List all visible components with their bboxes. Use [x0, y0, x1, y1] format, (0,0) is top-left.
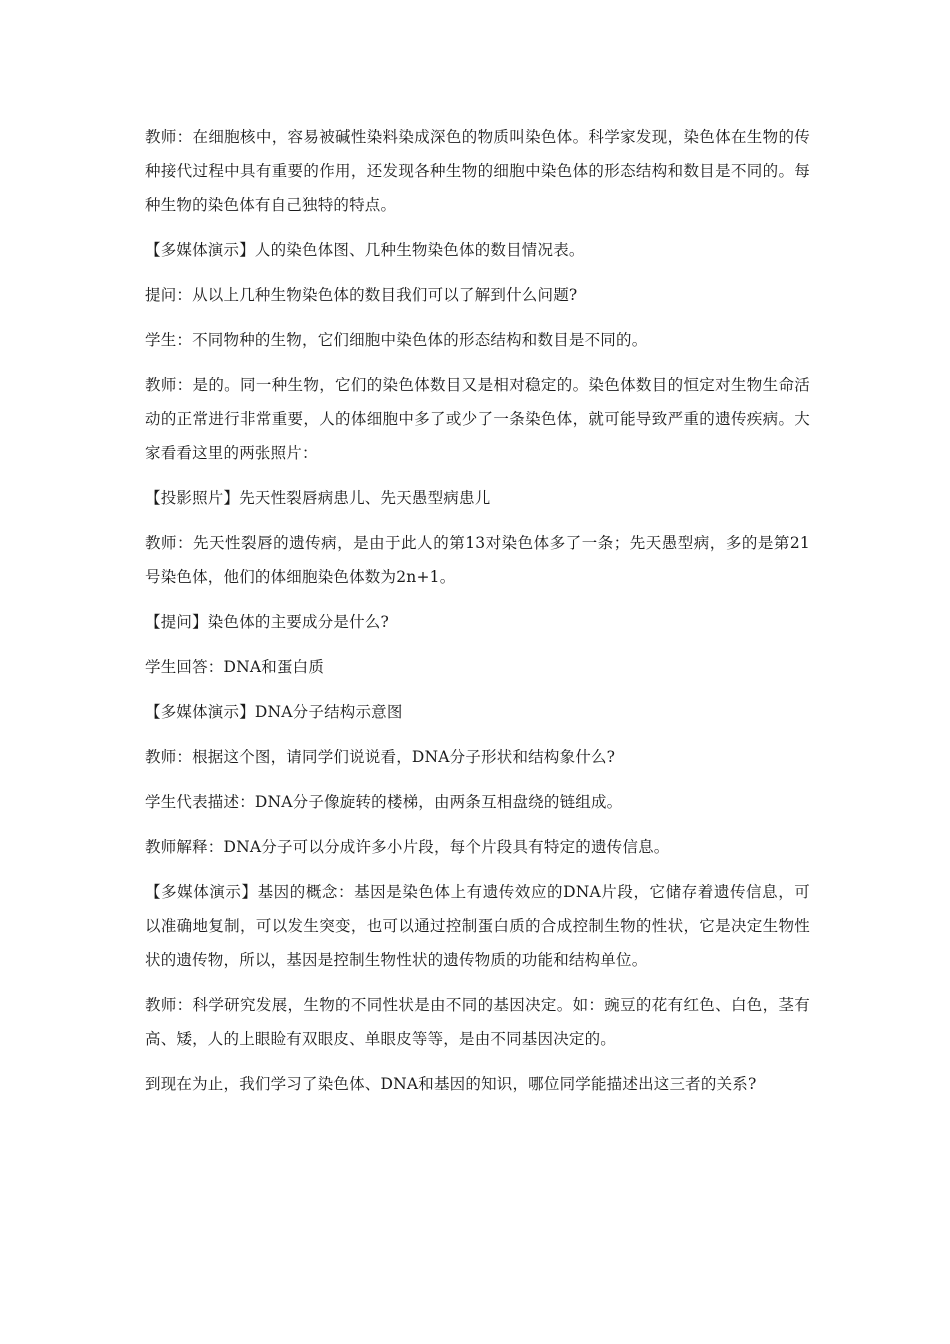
paragraph-teacher-chromosome-intro: 教师：在细胞核中，容易被碱性染料染成深色的物质叫染色体。科学家发现，染色体在生物的传种接代过程中具有重要的作用，还发现各种生物的细胞中染色体的形态结构和数目是不同的。每种生物的染色体有自己独特的特点。	[145, 128, 810, 214]
paragraph-multimedia-dna-structure: 【多媒体演示】DNA分子结构示意图	[145, 703, 403, 721]
paragraph-projection-photos: 【投影照片】先天性裂唇病患儿、先天愚型病患儿	[145, 489, 491, 507]
paragraph-summary-question: 到现在为止，我们学习了染色体、DNA和基因的知识，哪位同学能描述出这三者的关系?	[145, 1075, 757, 1093]
paragraph-multimedia-gene-concept: 【多媒体演示】基因的概念：基因是染色体上有遗传效应的DNA片段，它储存着遗传信息，可以准确地复制，可以发生突变，也可以通过控制蛋白质的合成控制生物的性状，它是决定生物性状的遗传物，所以，基因是控制生物性状的遗传物质的功能和结构单位。	[145, 883, 810, 969]
paragraph-teacher-genetic-disease: 教师：先天性裂唇的遗传病，是由于此人的第13对染色体多了一条；先天愚型病，多的是第21号染色体，他们的体细胞染色体数为2n+1。	[145, 534, 810, 586]
paragraph-teacher-dna-explanation: 教师解释：DNA分子可以分成许多小片段，每个片段具有特定的遗传信息。	[145, 838, 670, 856]
paragraph-question-chromosome-number: 提问：从以上几种生物染色体的数目我们可以了解到什么问题?	[145, 286, 578, 304]
paragraph-teacher-dna-shape-question: 教师：根据这个图，请同学们说说看，DNA分子形状和结构象什么?	[145, 748, 616, 766]
paragraph-teacher-chromosome-stability: 教师：是的。同一种生物，它们的染色体数目又是相对稳定的。染色体数目的恒定对生物生命活动的正常进行非常重要，人的体细胞中多了或少了一条染色体，就可能导致严重的遗传疾病。大家看看这里的两张照片：	[145, 376, 810, 462]
paragraph-student-answer-species: 学生：不同物种的生物，它们细胞中染色体的形态结构和数目是不同的。	[145, 331, 648, 349]
paragraph-student-dna-description: 学生代表描述：DNA分子像旋转的楼梯，由两条互相盘绕的链组成。	[145, 793, 623, 811]
paragraph-teacher-gene-traits: 教师：科学研究发展，生物的不同性状是由不同的基因决定。如：豌豆的花有红色、白色，茎有高、矮，人的上眼睑有双眼皮、单眼皮等等，是由不同基因决定的。	[145, 996, 810, 1048]
paragraph-question-chromosome-composition: 【提问】染色体的主要成分是什么?	[145, 613, 390, 631]
document-body	[145, 120, 810, 1112]
paragraph-multimedia-chromosome-chart: 【多媒体演示】人的染色体图、几种生物染色体的数目情况表。	[145, 241, 585, 259]
paragraph-student-answer-dna-protein: 学生回答：DNA和蛋白质	[145, 658, 325, 676]
